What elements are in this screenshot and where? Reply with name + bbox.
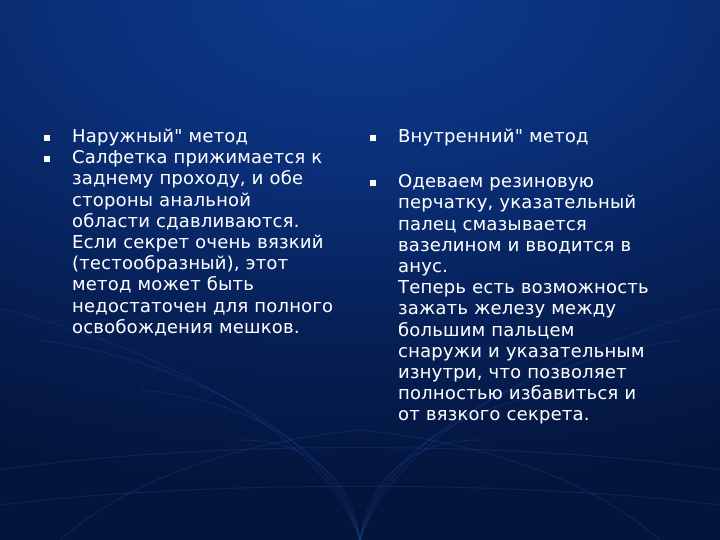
- left-item-body: [44, 147, 344, 338]
- square-bullet-icon: [44, 135, 50, 141]
- left-column: [44, 126, 344, 338]
- left-body-text: Салфетка прижимается к заднему проходу, и обе стороны анальной области сдавливаются. Если секрет очень вязкий (тестообразный), этот метод может быть недостаточен для полного освобождения мешков.: [72, 147, 334, 338]
- square-bullet-icon: [370, 135, 376, 141]
- square-bullet-icon: [370, 180, 376, 186]
- left-heading-text: Наружный" метод: [72, 126, 249, 147]
- right-column: [370, 126, 670, 426]
- left-item-heading: [44, 126, 344, 147]
- square-bullet-icon: [44, 156, 50, 162]
- right-item-heading: [370, 126, 670, 147]
- right-body-text: Одеваем резиновую перчатку, указательный палец смазывается вазелином и вводится в анус. Теперь есть возможность зажать железу между большим пальцем снаружи и указательным изнутри, что позволяет полностью избавиться и от вязкого секрета.: [398, 171, 649, 426]
- right-item-body: [370, 171, 670, 425]
- right-heading-text: Внутренний" метод: [398, 126, 589, 147]
